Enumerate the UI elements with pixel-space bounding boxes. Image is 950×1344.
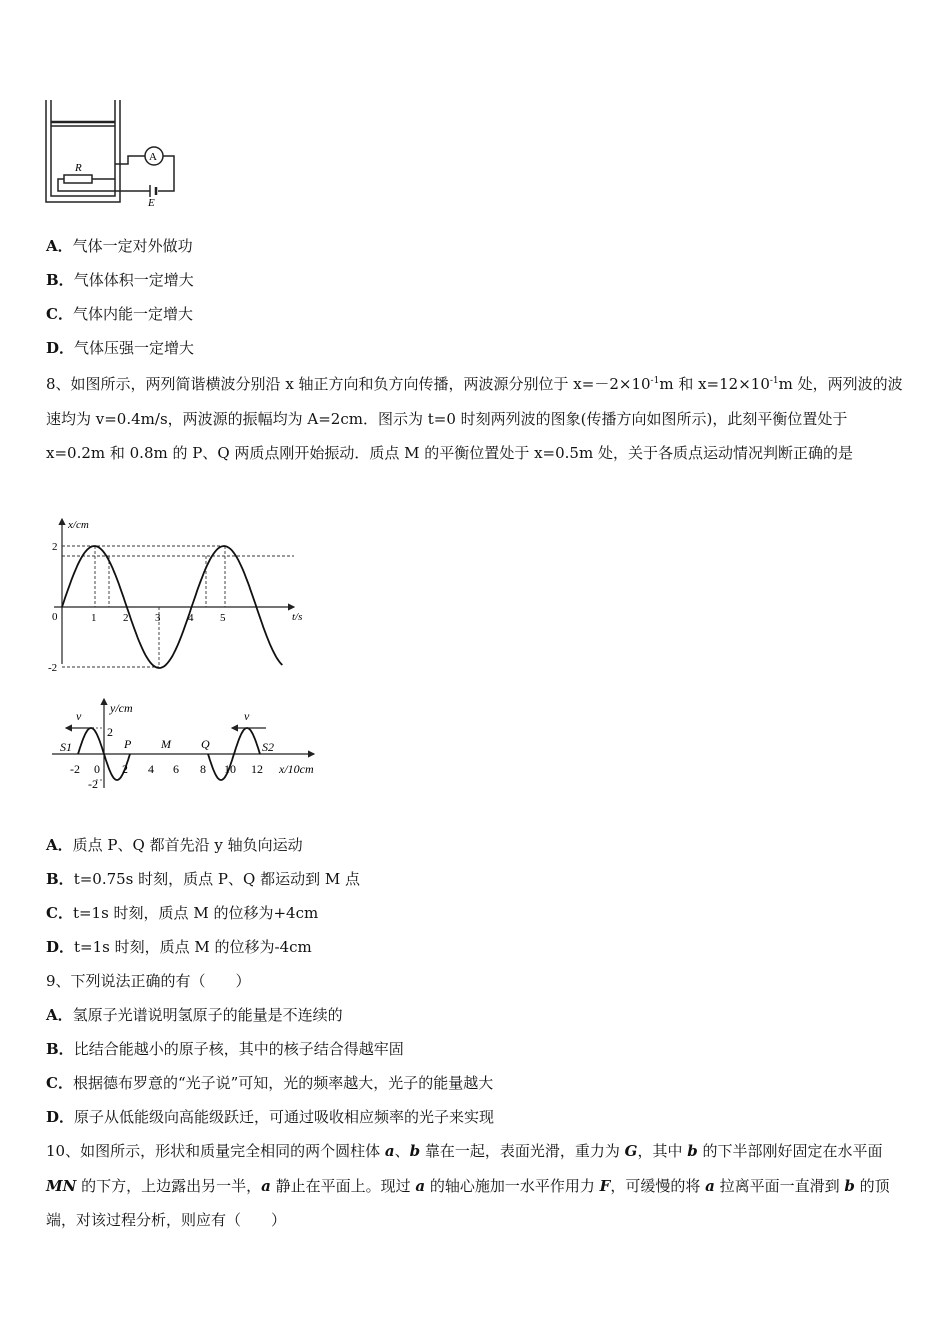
graph2-ytick-neg2: -2 [88, 777, 98, 791]
q8-option-a: A．质点 P、Q 都首先沿 y 轴负向运动 [46, 836, 303, 854]
graph1-ytick-0: 0 [52, 611, 58, 623]
circuit-figure [40, 98, 190, 208]
graph1-xtick-3: 3 [155, 612, 161, 624]
graph2-xtick-12: 12 [251, 762, 263, 776]
point-m: M [161, 737, 171, 751]
graph1-xtick-2: 2 [123, 612, 129, 624]
graph1-ytick-neg2: -2 [48, 662, 58, 674]
graph2-xtick-6: 6 [173, 762, 179, 776]
battery-label: E [148, 197, 155, 208]
q8-option-d: D．t=1s 时刻，质点 M 的位移为-4cm [46, 938, 312, 956]
resistor-label: R [75, 162, 82, 174]
point-s2: S2 [262, 740, 274, 754]
right-velocity-label: v [244, 709, 250, 723]
graph1-y-label: x/cm [68, 519, 89, 531]
q9-option-a: A．氢原子光谱说明氢原子的能量是不连续的 [46, 1006, 343, 1024]
q9-option-d: D．原子从低能级向高能级跃迁，可通过吸收相应频率的光子来实现 [46, 1108, 495, 1126]
q9-option-b: B．比结合能越小的原子核，其中的核子结合得越牢固 [46, 1040, 404, 1058]
q8-option-c: C．t=1s 时刻，质点 M 的位移为+4cm [46, 904, 319, 922]
graph1-x-label: t/s [292, 611, 303, 623]
q7-option-a: A．气体一定对外做功 [46, 237, 193, 255]
graph1-ytick-2: 2 [52, 541, 58, 553]
q8-option-b: B．t=0.75s 时刻，质点 P、Q 都运动到 M 点 [46, 870, 360, 888]
graph1-xtick-5: 5 [220, 612, 226, 624]
graph2-xtick-neg2: -2 [70, 762, 80, 776]
ammeter-label: A [149, 151, 157, 163]
point-p: P [124, 737, 132, 751]
q10-stem: 10、如图所示，形状和质量完全相同的两个圆柱体 a、b 靠在一起，表面光滑，重力为 G，其中 b 的下半部刚好固定在水平面 MN 的下方，上边露出另一半，a 静止在平面上。现过 a 的轴心施加一水平作用力 F，可缓慢的将 a 拉离平面一直滑到 b 的顶端，对该过程分析，则应有（ ） [46, 1142, 890, 1229]
wave-graph [44, 696, 334, 796]
graph1-xtick-4: 4 [188, 612, 194, 624]
graph2-xtick-2: 2 [122, 762, 128, 776]
q7-option-b: B．气体体积一定增大 [46, 271, 194, 289]
graph2-xtick-8: 8 [200, 762, 206, 776]
q8-stem: 8、如图所示，两列简谐横波分别沿 x 轴正方向和负方向传播，两波源分别位于 $x=-2\times 10^{-1}m$ 和 $x=12\times 10^{-1}m$ 处，两列波的波速均为 v=0.4m/s，两波源的振幅均为 A=2cm．图示为 t=0 时刻两列波的图象(传播方向如图所示)，此刻平衡位置处于 x=0.2m 和 0.8m 的 P、Q 两质点刚开始振动．质点 M 的平衡位置处于 x=0.5m 处，关于各质点运动情况判断正确的是 [46, 375, 903, 462]
graph2-y-label: y/cm [110, 701, 133, 715]
left-velocity-label: v [76, 709, 82, 723]
q7-option-c: C．气体内能一定增大 [46, 305, 193, 323]
point-s1: S1 [60, 740, 72, 754]
graph2-xtick-10: 10 [224, 762, 236, 776]
graph2-ytick-2: 2 [107, 725, 113, 739]
q7-option-d: D．气体压强一定增大 [46, 339, 195, 357]
graph2-x-label: x/10cm [279, 762, 314, 776]
graph2-xtick-4: 4 [148, 762, 154, 776]
vibration-graph [44, 514, 314, 674]
q9-option-c: C．根据德布罗意的“光子说”可知，光的频率越大，光子的能量越大 [46, 1074, 494, 1092]
point-q: Q [201, 737, 210, 751]
graph1-xtick-1: 1 [91, 612, 97, 624]
graph2-xtick-0: 0 [94, 762, 100, 776]
q9-stem: 9、下列说法正确的有（ ） [46, 972, 251, 990]
